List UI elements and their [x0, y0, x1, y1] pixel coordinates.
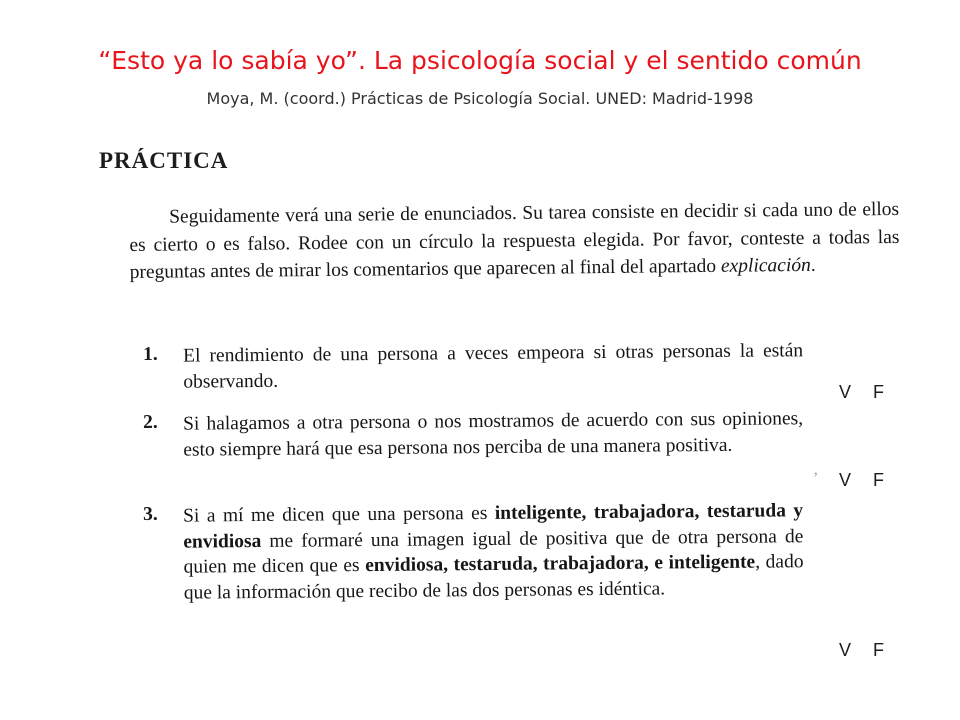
answer-options-3	[839, 640, 909, 661]
question-number: 2.	[143, 411, 158, 433]
question-1	[143, 337, 903, 393]
true-option[interactable]: V	[839, 382, 852, 402]
question-bold-terms: envidiosa, testaruda, trabajadora, e inteligente	[365, 551, 756, 577]
question-number: 1.	[143, 343, 158, 365]
instructions-emphasis: explicación	[720, 254, 811, 277]
answer-options-2	[839, 470, 909, 491]
slide-subtitle: Moya, M. (coord.) Prácticas de Psicología Social. UNED: Madrid-1998	[206, 89, 754, 108]
slide-title: “Esto ya lo sabía yo”. La psicología social y el sentido común	[98, 46, 862, 75]
true-option[interactable]: V	[839, 640, 852, 660]
instructions-paragraph	[129, 196, 900, 287]
question-text-part: me formaré una imagen igual de positiva que de otra persona de quien me dicen que es	[183, 525, 804, 578]
scanned-page	[93, 140, 925, 668]
false-option[interactable]: F	[873, 382, 884, 402]
false-option[interactable]: F	[873, 640, 884, 660]
answer-options-1	[839, 382, 909, 403]
question-2	[143, 405, 903, 461]
section-heading: PRÁCTICA	[99, 148, 229, 173]
scan-speck: ʼ	[813, 470, 819, 487]
question-text-part: Si a mí me dicen que una persona es	[183, 502, 495, 527]
question-3	[143, 497, 903, 604]
question-text-part: , dado que la información que recibo de las dos personas es idéntica.	[183, 551, 804, 604]
question-number: 3.	[143, 503, 158, 525]
true-option[interactable]: V	[839, 470, 852, 490]
question-bold-terms: inteligente, trabajadora, testaruda y envidiosa	[183, 500, 804, 553]
instructions-text: Seguidamente verá una serie de enunciados. Su tarea consiste en decidir si cada uno de ellos es cierto o es falso. Rodee con un círculo la respuesta elegida. Por favor, conteste a todas las preguntas antes de mirar los comentarios que aparecen al final del apartado	[129, 198, 900, 283]
question-text: Si halagamos a otra persona o nos mostramos de acuerdo con sus opiniones, esto siempre hará que esa persona nos perciba de una manera positiva.	[183, 408, 804, 461]
question-text	[183, 498, 804, 605]
instructions-end: .	[810, 254, 816, 276]
question-text: El rendimiento de una persona a veces empeora si otras personas la están observando.	[183, 340, 804, 393]
false-option[interactable]: F	[873, 470, 884, 490]
